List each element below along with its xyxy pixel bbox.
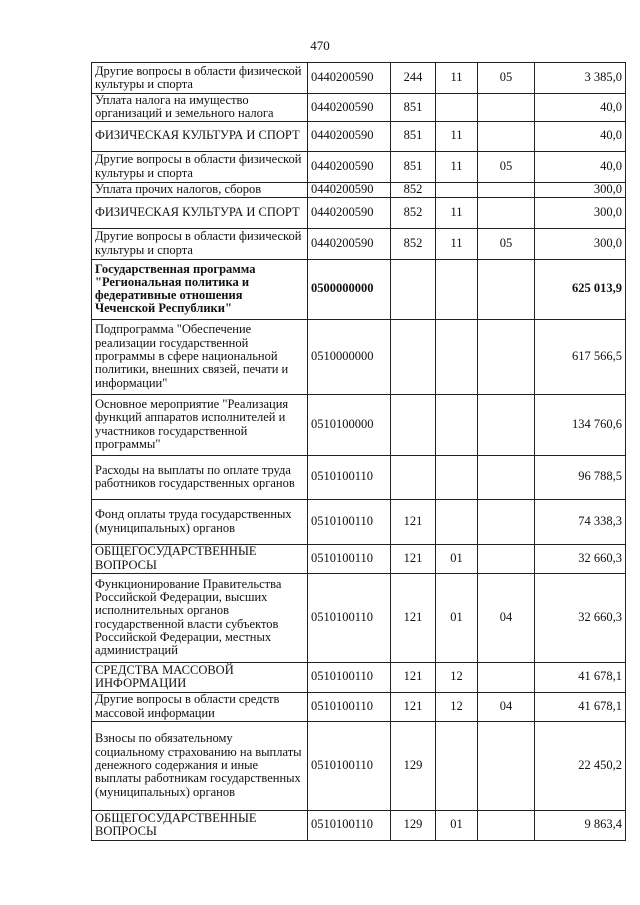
row-amount: 74 338,3	[535, 499, 626, 544]
row-amount: 9 863,4	[535, 810, 626, 840]
table-row	[92, 63, 626, 94]
row-amount: 96 788,5	[535, 455, 626, 499]
row-subsection: 05	[478, 228, 535, 259]
row-amount: 22 450,2	[535, 721, 626, 810]
row-name: ФИЗИЧЕСКАЯ КУЛЬТУРА И СПОРТ	[92, 121, 308, 151]
row-code: 0440200590	[308, 197, 391, 228]
row-name: Фонд оплаты труда государственных (муниципальных) органов	[92, 499, 308, 544]
row-expense-type: 121	[391, 544, 436, 573]
row-name: ОБЩЕГОСУДАРСТВЕННЫЕ ВОПРОСЫ	[92, 544, 308, 573]
table-row	[92, 228, 626, 259]
row-expense-type	[391, 455, 436, 499]
row-name: Другие вопросы в области физической культуры и спорта	[92, 228, 308, 259]
row-expense-type: 121	[391, 573, 436, 662]
row-section	[436, 721, 478, 810]
table-row	[92, 259, 626, 319]
table-row	[92, 499, 626, 544]
table-row	[92, 197, 626, 228]
row-expense-type: 852	[391, 228, 436, 259]
row-subsection	[478, 394, 535, 455]
budget-table	[91, 62, 626, 841]
row-code: 0440200590	[308, 228, 391, 259]
row-subsection: 05	[478, 151, 535, 182]
row-code: 0510100110	[308, 662, 391, 692]
row-section	[436, 259, 478, 319]
row-amount: 40,0	[535, 94, 626, 122]
row-code: 0510100110	[308, 692, 391, 721]
row-section: 11	[436, 197, 478, 228]
row-name: Уплата налога на имущество организаций и земельного налога	[92, 94, 308, 122]
row-code: 0510100110	[308, 544, 391, 573]
row-name: Государственная программа "Региональная политика и федеративные отношения Чеченской Республики"	[92, 259, 308, 319]
row-amount: 300,0	[535, 182, 626, 197]
table-row	[92, 692, 626, 721]
row-amount: 32 660,3	[535, 544, 626, 573]
row-subsection	[478, 544, 535, 573]
row-subsection	[478, 259, 535, 319]
row-subsection	[478, 499, 535, 544]
row-code: 0510100000	[308, 394, 391, 455]
table-row	[92, 121, 626, 151]
row-name: Другие вопросы в области средств массовой информации	[92, 692, 308, 721]
row-name: Уплата прочих налогов, сборов	[92, 182, 308, 197]
row-name: ФИЗИЧЕСКАЯ КУЛЬТУРА И СПОРТ	[92, 197, 308, 228]
table-row	[92, 662, 626, 692]
row-subsection	[478, 455, 535, 499]
row-section	[436, 182, 478, 197]
row-expense-type: 121	[391, 692, 436, 721]
row-section: 01	[436, 810, 478, 840]
row-code: 0500000000	[308, 259, 391, 319]
row-amount: 40,0	[535, 151, 626, 182]
table-row	[92, 721, 626, 810]
row-name: Другие вопросы в области физической культуры и спорта	[92, 63, 308, 94]
row-expense-type	[391, 394, 436, 455]
row-section: 11	[436, 228, 478, 259]
row-code: 0440200590	[308, 63, 391, 94]
row-amount: 300,0	[535, 197, 626, 228]
row-section	[436, 394, 478, 455]
table-row	[92, 394, 626, 455]
row-expense-type: 851	[391, 151, 436, 182]
row-code: 0440200590	[308, 182, 391, 197]
row-section: 01	[436, 544, 478, 573]
row-expense-type: 851	[391, 121, 436, 151]
row-section	[436, 94, 478, 122]
row-expense-type: 121	[391, 499, 436, 544]
row-subsection	[478, 182, 535, 197]
table-row	[92, 455, 626, 499]
row-code: 0440200590	[308, 121, 391, 151]
row-section: 12	[436, 692, 478, 721]
row-amount: 625 013,9	[535, 259, 626, 319]
row-expense-type: 851	[391, 94, 436, 122]
row-amount: 3 385,0	[535, 63, 626, 94]
row-expense-type: 852	[391, 197, 436, 228]
row-amount: 300,0	[535, 228, 626, 259]
row-amount: 41 678,1	[535, 692, 626, 721]
row-section	[436, 455, 478, 499]
row-subsection	[478, 121, 535, 151]
table-row	[92, 182, 626, 197]
row-code: 0510100110	[308, 721, 391, 810]
row-section	[436, 319, 478, 394]
row-name: Взносы по обязательному социальному страхованию на выплаты денежного содержания и иные выплаты работникам государственных (муниципальных) органов	[92, 721, 308, 810]
row-code: 0510100110	[308, 573, 391, 662]
row-expense-type	[391, 319, 436, 394]
row-code: 0510100110	[308, 499, 391, 544]
table-row	[92, 573, 626, 662]
row-name: ОБЩЕГОСУДАРСТВЕННЫЕ ВОПРОСЫ	[92, 810, 308, 840]
row-expense-type	[391, 259, 436, 319]
row-section: 12	[436, 662, 478, 692]
row-subsection	[478, 197, 535, 228]
table-row	[92, 94, 626, 122]
row-section: 11	[436, 121, 478, 151]
row-subsection: 05	[478, 63, 535, 94]
row-subsection	[478, 94, 535, 122]
row-section: 11	[436, 151, 478, 182]
row-name: Подпрограмма "Обеспечение реализации государственной программы в сфере национальной политики, внешних связей, печати и информации"	[92, 319, 308, 394]
row-amount: 134 760,6	[535, 394, 626, 455]
row-subsection: 04	[478, 573, 535, 662]
row-code: 0510000000	[308, 319, 391, 394]
table-row	[92, 319, 626, 394]
row-amount: 617 566,5	[535, 319, 626, 394]
row-code: 0440200590	[308, 151, 391, 182]
row-section: 01	[436, 573, 478, 662]
row-code: 0510100110	[308, 455, 391, 499]
row-name: Расходы на выплаты по оплате труда работников государственных органов	[92, 455, 308, 499]
row-expense-type: 121	[391, 662, 436, 692]
row-name: СРЕДСТВА МАССОВОЙ ИНФОРМАЦИИ	[92, 662, 308, 692]
row-amount: 41 678,1	[535, 662, 626, 692]
row-section: 11	[436, 63, 478, 94]
row-section	[436, 499, 478, 544]
row-subsection	[478, 810, 535, 840]
row-code: 0440200590	[308, 94, 391, 122]
row-expense-type: 852	[391, 182, 436, 197]
row-name: Другие вопросы в области физической культуры и спорта	[92, 151, 308, 182]
row-subsection: 04	[478, 692, 535, 721]
table-row	[92, 151, 626, 182]
row-subsection	[478, 662, 535, 692]
row-amount: 40,0	[535, 121, 626, 151]
row-expense-type: 129	[391, 721, 436, 810]
row-name: Функционирование Правительства Российской Федерации, высших исполнительных органов государственной власти субъектов Российской Федерации, местных администраций	[92, 573, 308, 662]
row-code: 0510100110	[308, 810, 391, 840]
row-subsection	[478, 721, 535, 810]
table-row	[92, 810, 626, 840]
row-expense-type: 129	[391, 810, 436, 840]
table-row	[92, 544, 626, 573]
row-subsection	[478, 319, 535, 394]
page-number: 470	[310, 38, 330, 53]
row-amount: 32 660,3	[535, 573, 626, 662]
row-name: Основное мероприятие "Реализация функций аппаратов исполнителей и участников государственной программы"	[92, 394, 308, 455]
row-expense-type: 244	[391, 63, 436, 94]
